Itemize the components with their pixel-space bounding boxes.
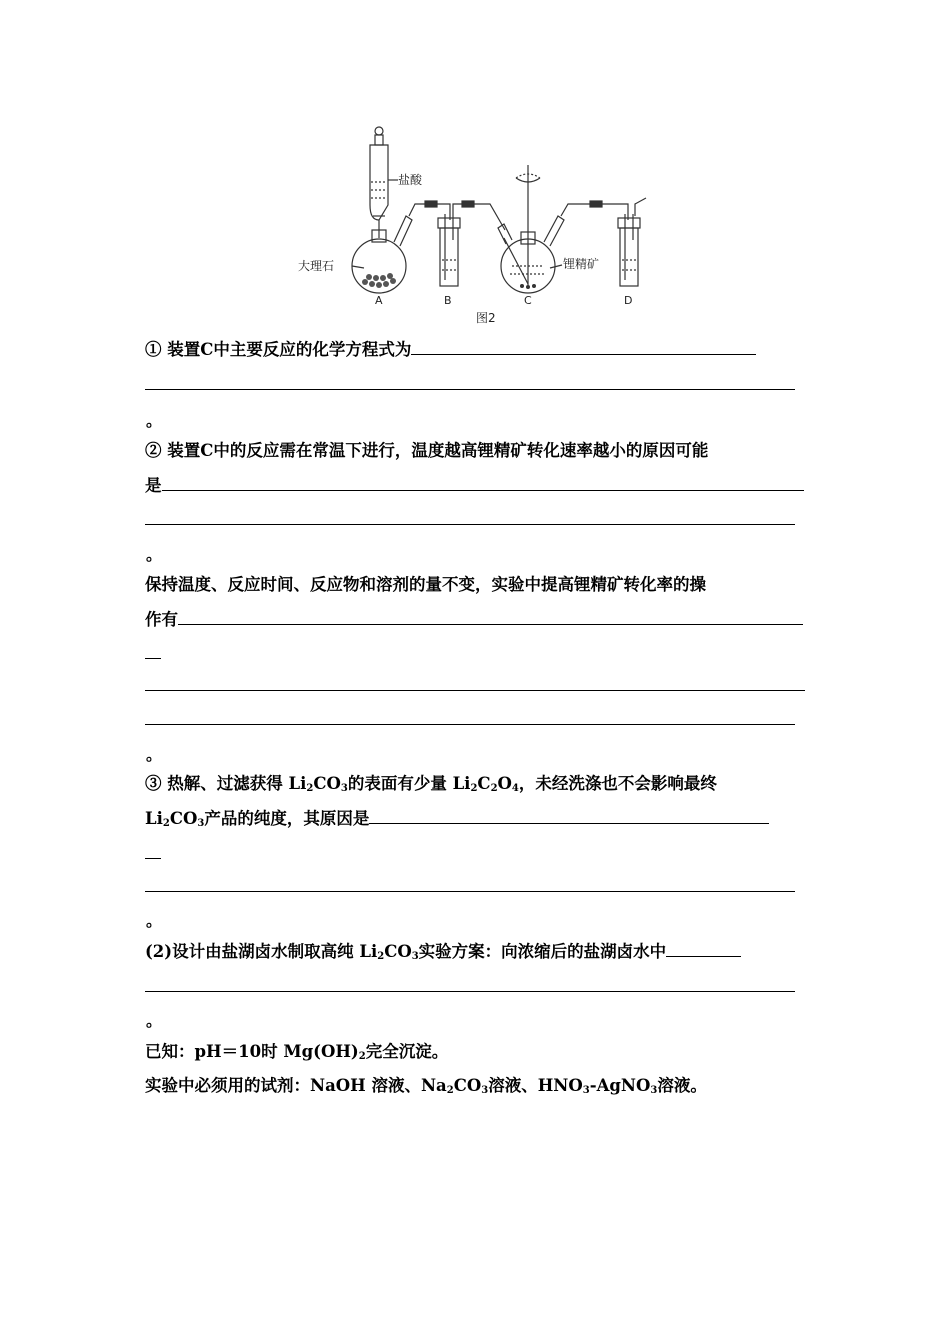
q3-sub-6: 2 <box>162 818 170 829</box>
q2-blank-1[interactable] <box>162 474 804 491</box>
q4-blank-1[interactable] <box>666 940 741 957</box>
q2-line-4 <box>145 608 803 631</box>
q2-line-1 <box>145 440 708 462</box>
note2-sub-4: 3 <box>650 1085 658 1096</box>
q3-text-a6: ，未经洗涤也不会影响最终 <box>518 774 717 793</box>
q2-text-d: 作有 <box>145 610 178 629</box>
q4-text-3: 实验方案：向浓缩后的盐湖卤水中 <box>418 942 667 961</box>
q2-line-3 <box>145 574 706 596</box>
q3-text-a1: 热解、过滤获得 Li <box>167 774 307 793</box>
note2-sub-1: 2 <box>446 1085 454 1096</box>
q3-blank-line-2[interactable] <box>145 858 161 859</box>
q2-blank-line-3[interactable] <box>145 658 161 659</box>
q1-period: 。 <box>146 411 163 430</box>
q2-blank-2[interactable] <box>178 608 803 625</box>
q3-text-a2: CO <box>313 774 341 793</box>
q3-line-2 <box>145 807 769 830</box>
q3-sub-2: 3 <box>340 783 348 794</box>
q3-text-b3: 产品的纯度，其原因是 <box>204 809 370 828</box>
q3-number: ③ <box>145 774 162 793</box>
q2-text-c: 保持温度、反应时间、反应物和溶剂的量不变，实验中提高锂精矿转化率的操 <box>145 575 706 594</box>
note2-a: 实验中必须用的试剂：NaOH 溶液、Na <box>145 1076 447 1095</box>
note-1 <box>145 1041 448 1063</box>
q1-number: ① <box>145 340 162 359</box>
q3-sub-4: 2 <box>490 783 498 794</box>
note1-a: 已知：pH＝10时 Mg(OH) <box>145 1042 359 1061</box>
q3-text-b1: Li <box>145 809 163 828</box>
q3-text-a3: 的表面有少量 Li <box>347 774 471 793</box>
note1-sub: 2 <box>358 1051 366 1062</box>
q3-text-b2: CO <box>169 809 198 828</box>
q2-blank-line-5[interactable] <box>145 724 795 725</box>
q3-line-1 <box>145 773 717 795</box>
q2-text-b: 是 <box>145 476 162 495</box>
q1-blank[interactable] <box>411 338 756 355</box>
label-c: C <box>524 294 532 307</box>
q3-sub-1: 2 <box>306 783 314 794</box>
q4-line-1 <box>145 940 741 963</box>
q3-sub-3: 2 <box>470 783 478 794</box>
q3-blank-1[interactable] <box>369 807 769 824</box>
note2-e: 溶液。 <box>657 1076 707 1095</box>
note1-b: 完全沉淀。 <box>365 1042 449 1061</box>
label-ore: 锂精矿 <box>563 257 600 271</box>
q4-sub-2: 3 <box>411 951 419 962</box>
q4-blank-line-2[interactable] <box>145 991 795 992</box>
figure-caption: 图2 <box>476 311 496 325</box>
q2-period-2: 。 <box>146 745 163 764</box>
note2-c: 溶液、HNO <box>488 1076 583 1095</box>
q3-blank-line-3[interactable] <box>145 891 795 892</box>
q4-period: 。 <box>146 1011 163 1030</box>
q4-text-1: (2)设计由盐湖卤水制取高纯 Li <box>145 942 378 961</box>
label-a: A <box>375 294 383 307</box>
note2-sub-2: 3 <box>481 1085 489 1096</box>
q3-sub-5: 4 <box>511 783 519 794</box>
label-b: B <box>444 294 452 307</box>
label-marble: 大理石 <box>298 259 335 273</box>
q3-text-a4: C <box>477 774 491 793</box>
q1-text: 装置C中主要反应的化学方程式为 <box>167 340 412 359</box>
note-2 <box>145 1075 707 1097</box>
q3-sub-7: 3 <box>197 818 205 829</box>
apparatus-figure <box>290 120 670 325</box>
q1-line <box>145 338 756 361</box>
q2-blank-line-2[interactable] <box>145 524 795 525</box>
note2-b: CO <box>453 1076 482 1095</box>
q4-sub-1: 2 <box>377 951 385 962</box>
label-hcl: 盐酸 <box>398 173 423 187</box>
q2-period-1: 。 <box>146 545 163 564</box>
q2-line-2 <box>145 474 804 497</box>
note2-d: -AgNO <box>589 1076 651 1095</box>
note2-sub-3: 3 <box>582 1085 590 1096</box>
label-d: D <box>624 294 633 307</box>
q2-blank-line-4[interactable] <box>145 690 805 691</box>
q1-blank-line-2[interactable] <box>145 389 795 390</box>
q3-period: 。 <box>146 911 163 930</box>
q2-text-a: 装置C中的反应需在常温下进行，温度越高锂精矿转化速率越小的原因可能 <box>167 441 709 460</box>
q3-text-a5: O <box>497 774 512 793</box>
q4-text-2: CO <box>384 942 412 961</box>
q2-number: ② <box>145 441 162 460</box>
